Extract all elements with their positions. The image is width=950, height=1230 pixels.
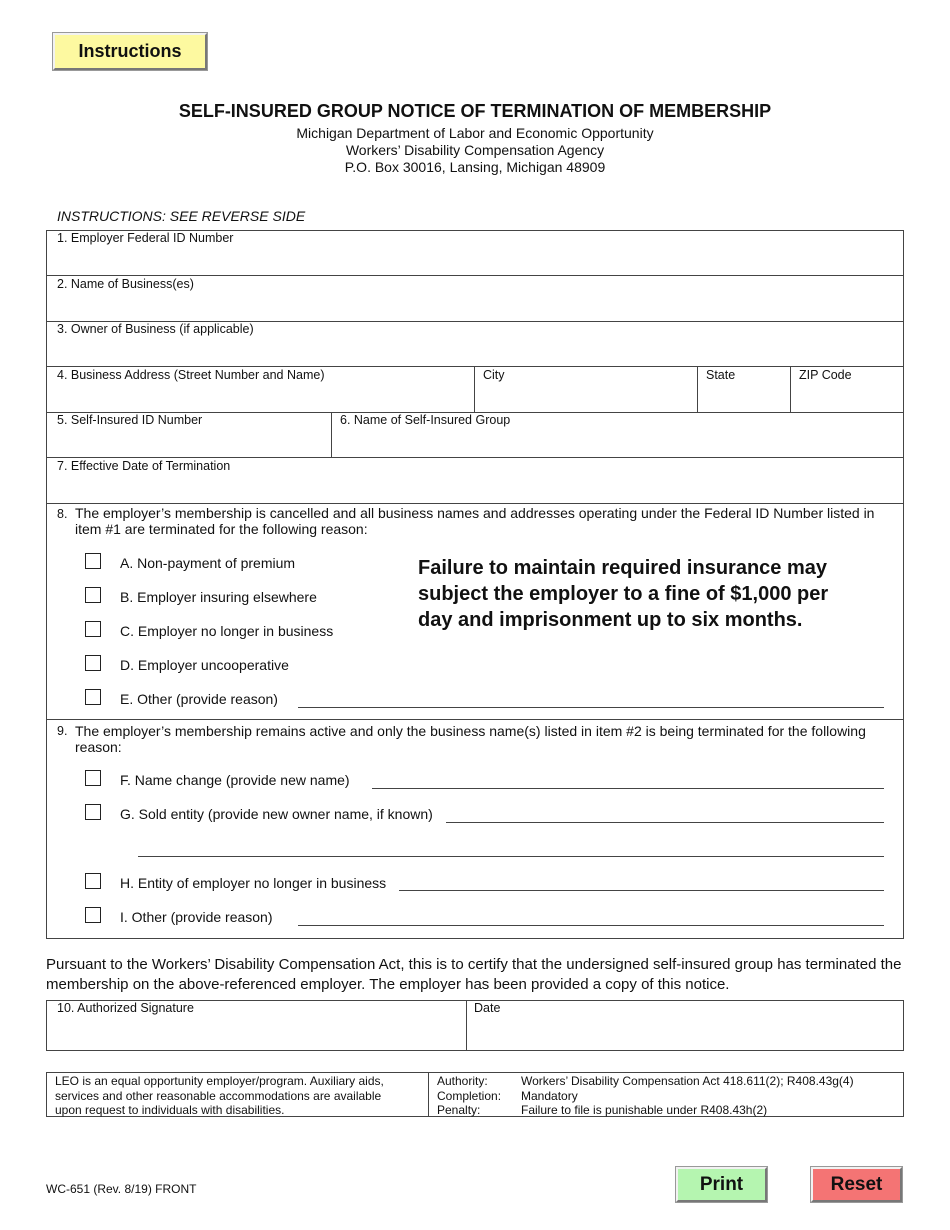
form-title: SELF-INSURED GROUP NOTICE OF TERMINATION OF MEMBERSHIP bbox=[178, 101, 772, 121]
option-c-label: C. Employer no longer in business bbox=[120, 623, 334, 639]
department-name: Michigan Department of Labor and Economic Opportunity bbox=[296, 125, 654, 141]
row-divider bbox=[46, 503, 904, 504]
row-divider bbox=[46, 275, 904, 276]
instructions-note: INSTRUCTIONS: SEE REVERSE SIDE bbox=[57, 208, 306, 224]
option-b-label: B. Employer insuring elsewhere bbox=[120, 589, 317, 605]
section-9-number: 9. bbox=[57, 724, 68, 738]
option-g-owner-line[interactable] bbox=[446, 822, 884, 823]
option-b-checkbox[interactable] bbox=[85, 587, 101, 603]
row-divider bbox=[46, 457, 904, 458]
authorized-signature-field[interactable] bbox=[56, 1017, 456, 1047]
instructions-button[interactable]: Instructions bbox=[53, 33, 207, 70]
option-g-checkbox[interactable] bbox=[85, 804, 101, 820]
agency-name: Workers’ Disability Compensation Agency bbox=[345, 142, 605, 158]
option-f-label: F. Name change (provide new name) bbox=[120, 772, 350, 788]
completion-value: Mandatory bbox=[521, 1088, 578, 1103]
business-address-label: 4. Business Address (Street Number and Name) bbox=[57, 368, 325, 382]
self-insured-group-label: 6. Name of Self-Insured Group bbox=[340, 413, 511, 427]
signature-date-label: Date bbox=[474, 1001, 501, 1015]
option-a-label: A. Non-payment of premium bbox=[120, 555, 296, 571]
option-h-label: H. Entity of employer no longer in business bbox=[120, 875, 387, 891]
eeo-statement: services and other reasonable accommodations are available bbox=[55, 1088, 382, 1103]
option-e-reason-line[interactable] bbox=[298, 707, 884, 708]
zip-label: ZIP Code bbox=[799, 368, 852, 382]
completion-label: Completion: bbox=[437, 1088, 502, 1103]
option-d-checkbox[interactable] bbox=[85, 655, 101, 671]
authority-value: Workers’ Disability Compensation Act 418.611(2); R408.43g(4) bbox=[521, 1074, 854, 1088]
penalty-warning: Failure to maintain required insurance may subject the employer to a fine of $1,000 per day and imprisonment up to six months. bbox=[418, 557, 829, 631]
footer-divider bbox=[428, 1072, 429, 1117]
section-9-text: The employer’s membership remains active and only the business name(s) listed in item #2 is being terminated for the following bbox=[75, 723, 866, 739]
option-d-label: D. Employer uncooperative bbox=[120, 657, 289, 673]
authority-label: Authority: bbox=[437, 1074, 488, 1088]
business-name-label: 2. Name of Business(es) bbox=[57, 277, 194, 291]
option-a-checkbox[interactable] bbox=[85, 553, 101, 569]
certification-statement: Pursuant to the Workers’ Disability Compensation Act, this is to certify that the undersigned self-insured group has terminated the membership on the above-referenced employer. The employer has been provided a copy of this notice. bbox=[46, 956, 902, 993]
business-owner-label: 3. Owner of Business (if applicable) bbox=[57, 322, 254, 336]
penalty-value: Failure to file is punishable under R408.43h(2) bbox=[521, 1103, 768, 1117]
column-divider bbox=[790, 366, 791, 412]
authorized-signature-label: 10. Authorized Signature bbox=[57, 1001, 194, 1015]
section-8-text: item #1 are terminated for the following reason: bbox=[75, 521, 368, 537]
option-g-label: G. Sold entity (provide new owner name, if known) bbox=[120, 806, 433, 822]
option-i-label: I. Other (provide reason) bbox=[120, 909, 273, 925]
city-label: City bbox=[483, 368, 505, 382]
option-g-owner-line-2[interactable] bbox=[138, 856, 884, 857]
option-e-checkbox[interactable] bbox=[85, 689, 101, 705]
option-h-checkbox[interactable] bbox=[85, 873, 101, 889]
option-i-reason-line[interactable] bbox=[298, 925, 884, 926]
option-e-label: E. Other (provide reason) bbox=[120, 691, 278, 707]
option-i-checkbox[interactable] bbox=[85, 907, 101, 923]
penalty-label: Penalty: bbox=[437, 1103, 481, 1117]
column-divider bbox=[331, 412, 332, 457]
form-id: WC-651 (Rev. 8/19) FRONT bbox=[46, 1182, 197, 1196]
reset-button[interactable]: Reset bbox=[811, 1167, 902, 1202]
eeo-statement: upon request to individuals with disabilities. bbox=[55, 1103, 285, 1117]
print-button[interactable]: Print bbox=[676, 1167, 767, 1202]
option-c-checkbox[interactable] bbox=[85, 621, 101, 637]
option-f-new-name-line[interactable] bbox=[372, 788, 884, 789]
termination-date-label: 7. Effective Date of Termination bbox=[57, 459, 231, 473]
column-divider bbox=[697, 366, 698, 412]
section-8-text: The employer’s membership is cancelled and all business names and addresses operating under the Federal ID Number listed in bbox=[75, 505, 875, 521]
agency-address: P.O. Box 30016, Lansing, Michigan 48909 bbox=[344, 159, 606, 175]
eeo-statement: LEO is an equal opportunity employer/program. Auxiliary aids, bbox=[55, 1074, 384, 1088]
option-f-checkbox[interactable] bbox=[85, 770, 101, 786]
signature-divider bbox=[466, 1000, 467, 1051]
self-insured-id-label: 5. Self-Insured ID Number bbox=[57, 413, 203, 427]
row-divider bbox=[46, 366, 904, 367]
option-h-line[interactable] bbox=[399, 890, 884, 891]
row-divider bbox=[46, 719, 904, 720]
section-8-number: 8. bbox=[57, 507, 68, 521]
state-label: State bbox=[706, 368, 736, 382]
employer-federal-id-label: 1. Employer Federal ID Number bbox=[57, 231, 234, 245]
signature-date-field[interactable] bbox=[474, 1017, 894, 1047]
section-9-text: reason: bbox=[75, 739, 122, 755]
column-divider bbox=[474, 366, 475, 412]
